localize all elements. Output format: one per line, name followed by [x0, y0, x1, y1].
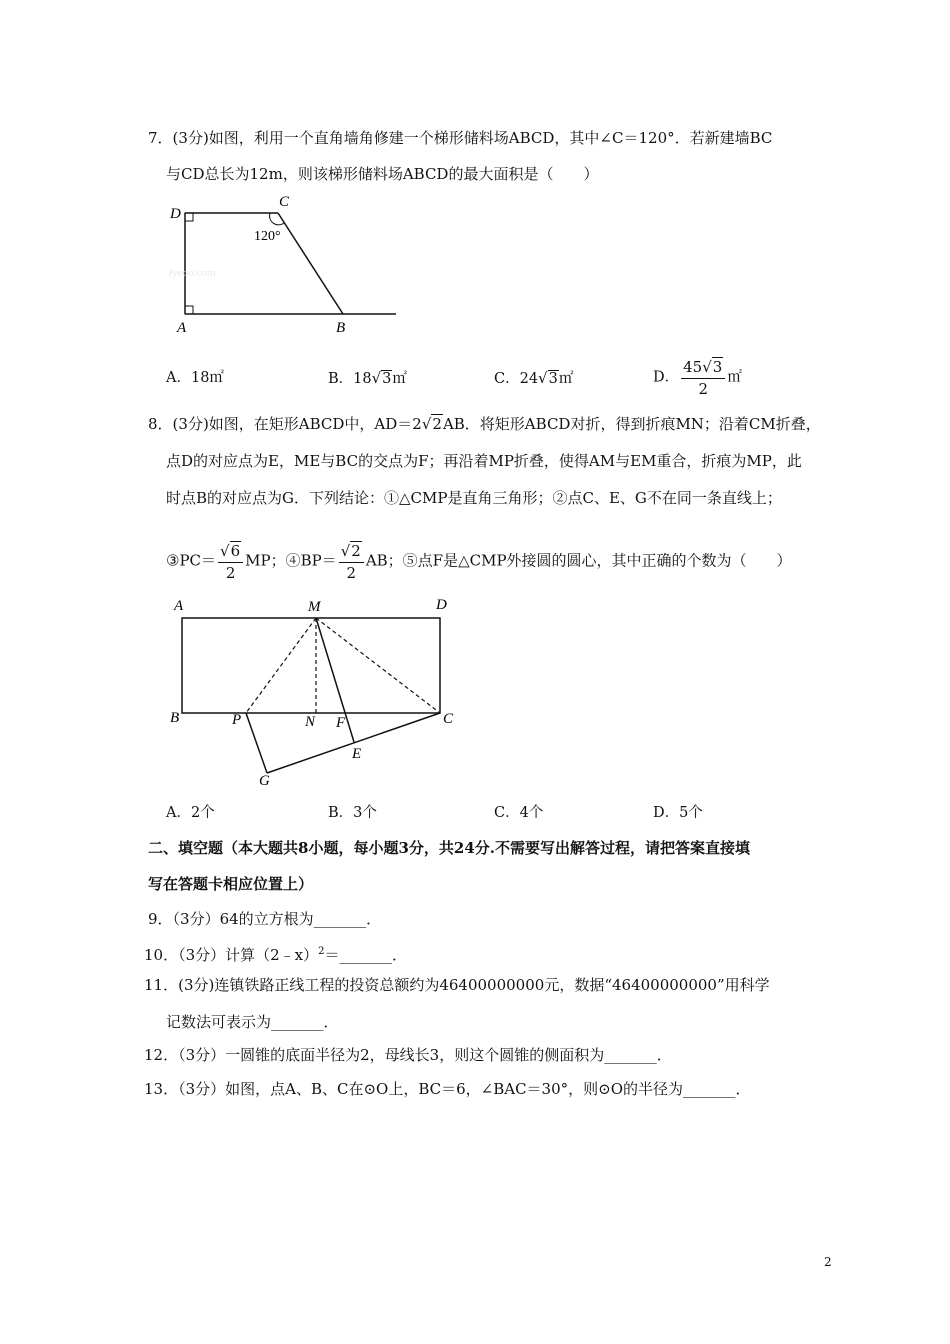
fig7-label-c: C	[279, 194, 290, 210]
q7-option-b: B．18√3㎡	[328, 369, 407, 387]
fig8-label-n: N	[305, 714, 316, 730]
q8-line2: 点D的对应点为E，ME与BC的交点为F；再沿着MP折叠，使得AM与EM重合，折痕为MP，此	[166, 452, 802, 470]
q7-option-c: C．24√3㎡	[494, 369, 574, 387]
q10: 10．（3分）计算（2﹣x）$^2$＝_______．	[144, 946, 408, 964]
q8-option-a: A．2个	[166, 805, 215, 821]
q12: 12．（3分）一圆锥的底面半径为2，母线长3，则这个圆锥的侧面积为_______．	[144, 1046, 672, 1064]
fig8-label-b: B	[170, 710, 180, 726]
section2-heading-line1: 二、填空题（本大题共8小题，每小题3分，共24分.不需要写出解答过程，请把答案直接填	[148, 839, 750, 857]
q7-option-d: D． $\frac{45√3}{2}$ ㎡	[653, 358, 742, 398]
q8-option-d: D．5个	[653, 805, 703, 821]
page-number: 2	[824, 1255, 832, 1269]
fig7-label-d: D	[170, 206, 181, 222]
q7-line2: 与CD总长为12m，则该梯形储料场ABCD的最大面积是（ ）	[166, 165, 599, 183]
fig8-label-g: G	[259, 773, 270, 789]
q8-option-c: C．4个	[494, 805, 544, 821]
section2-heading-line2: 写在答题卡相应位置上）	[148, 875, 314, 893]
q7-option-a: A．18㎡	[166, 370, 224, 386]
fig8-label-d: D	[436, 597, 447, 613]
fig7-angle-label: 120°	[254, 229, 281, 244]
fig8-label-a: A	[174, 598, 184, 614]
q7-line1: 7．(3分)如图，利用一个直角墙角修建一个梯形储料场ABCD，其中∠C＝120°．若新建墙BC	[148, 129, 773, 147]
fig8-label-m: M	[308, 599, 321, 615]
fig8-label-c: C	[443, 711, 454, 727]
q8-line1: 8．(3分)如图，在矩形ABCD中，AD＝2√2AB．将矩形ABCD对折，得到折痕MN；沿着CM折叠，	[148, 415, 821, 433]
q8-line3: 时点B的对应点为G．下列结论：①△CMP是直角三角形；②点C、E、G不在同一条直线上；	[166, 489, 782, 507]
q13: 13．（3分）如图，点A、B、C在⊙O上，BC＝6，∠BAC＝30°，则⊙O的半径为_______．	[144, 1080, 751, 1098]
q11-line1: 11．(3分)连镇铁路正线工程的投资总额约为46400000000元，数据“46400000000”用科学	[144, 976, 770, 994]
q9: 9．（3分）64的立方根为_______．	[148, 910, 382, 928]
q11-line2: 记数法可表示为_______．	[166, 1013, 339, 1031]
fig8-label-f: F	[336, 715, 346, 731]
q8-option-b: B．3个	[328, 805, 377, 821]
q7-trapezoid-figure	[160, 190, 410, 340]
fig7-watermark: Jyeoo.com	[168, 267, 216, 279]
fig8-label-e: E	[352, 746, 362, 762]
q8-line4: ③PC＝ $\frac{√6}{2}$ MP；④BP＝ $\frac{√2}{2}$ AB；⑤点F是△CMP外接圆的圆心，其中正确的个数为（ ）	[166, 542, 792, 582]
fig7-label-b: B	[336, 320, 346, 336]
q8-rectangle-figure	[160, 590, 480, 795]
fig8-label-p: P	[232, 712, 242, 728]
fig7-label-a: A	[177, 320, 187, 336]
